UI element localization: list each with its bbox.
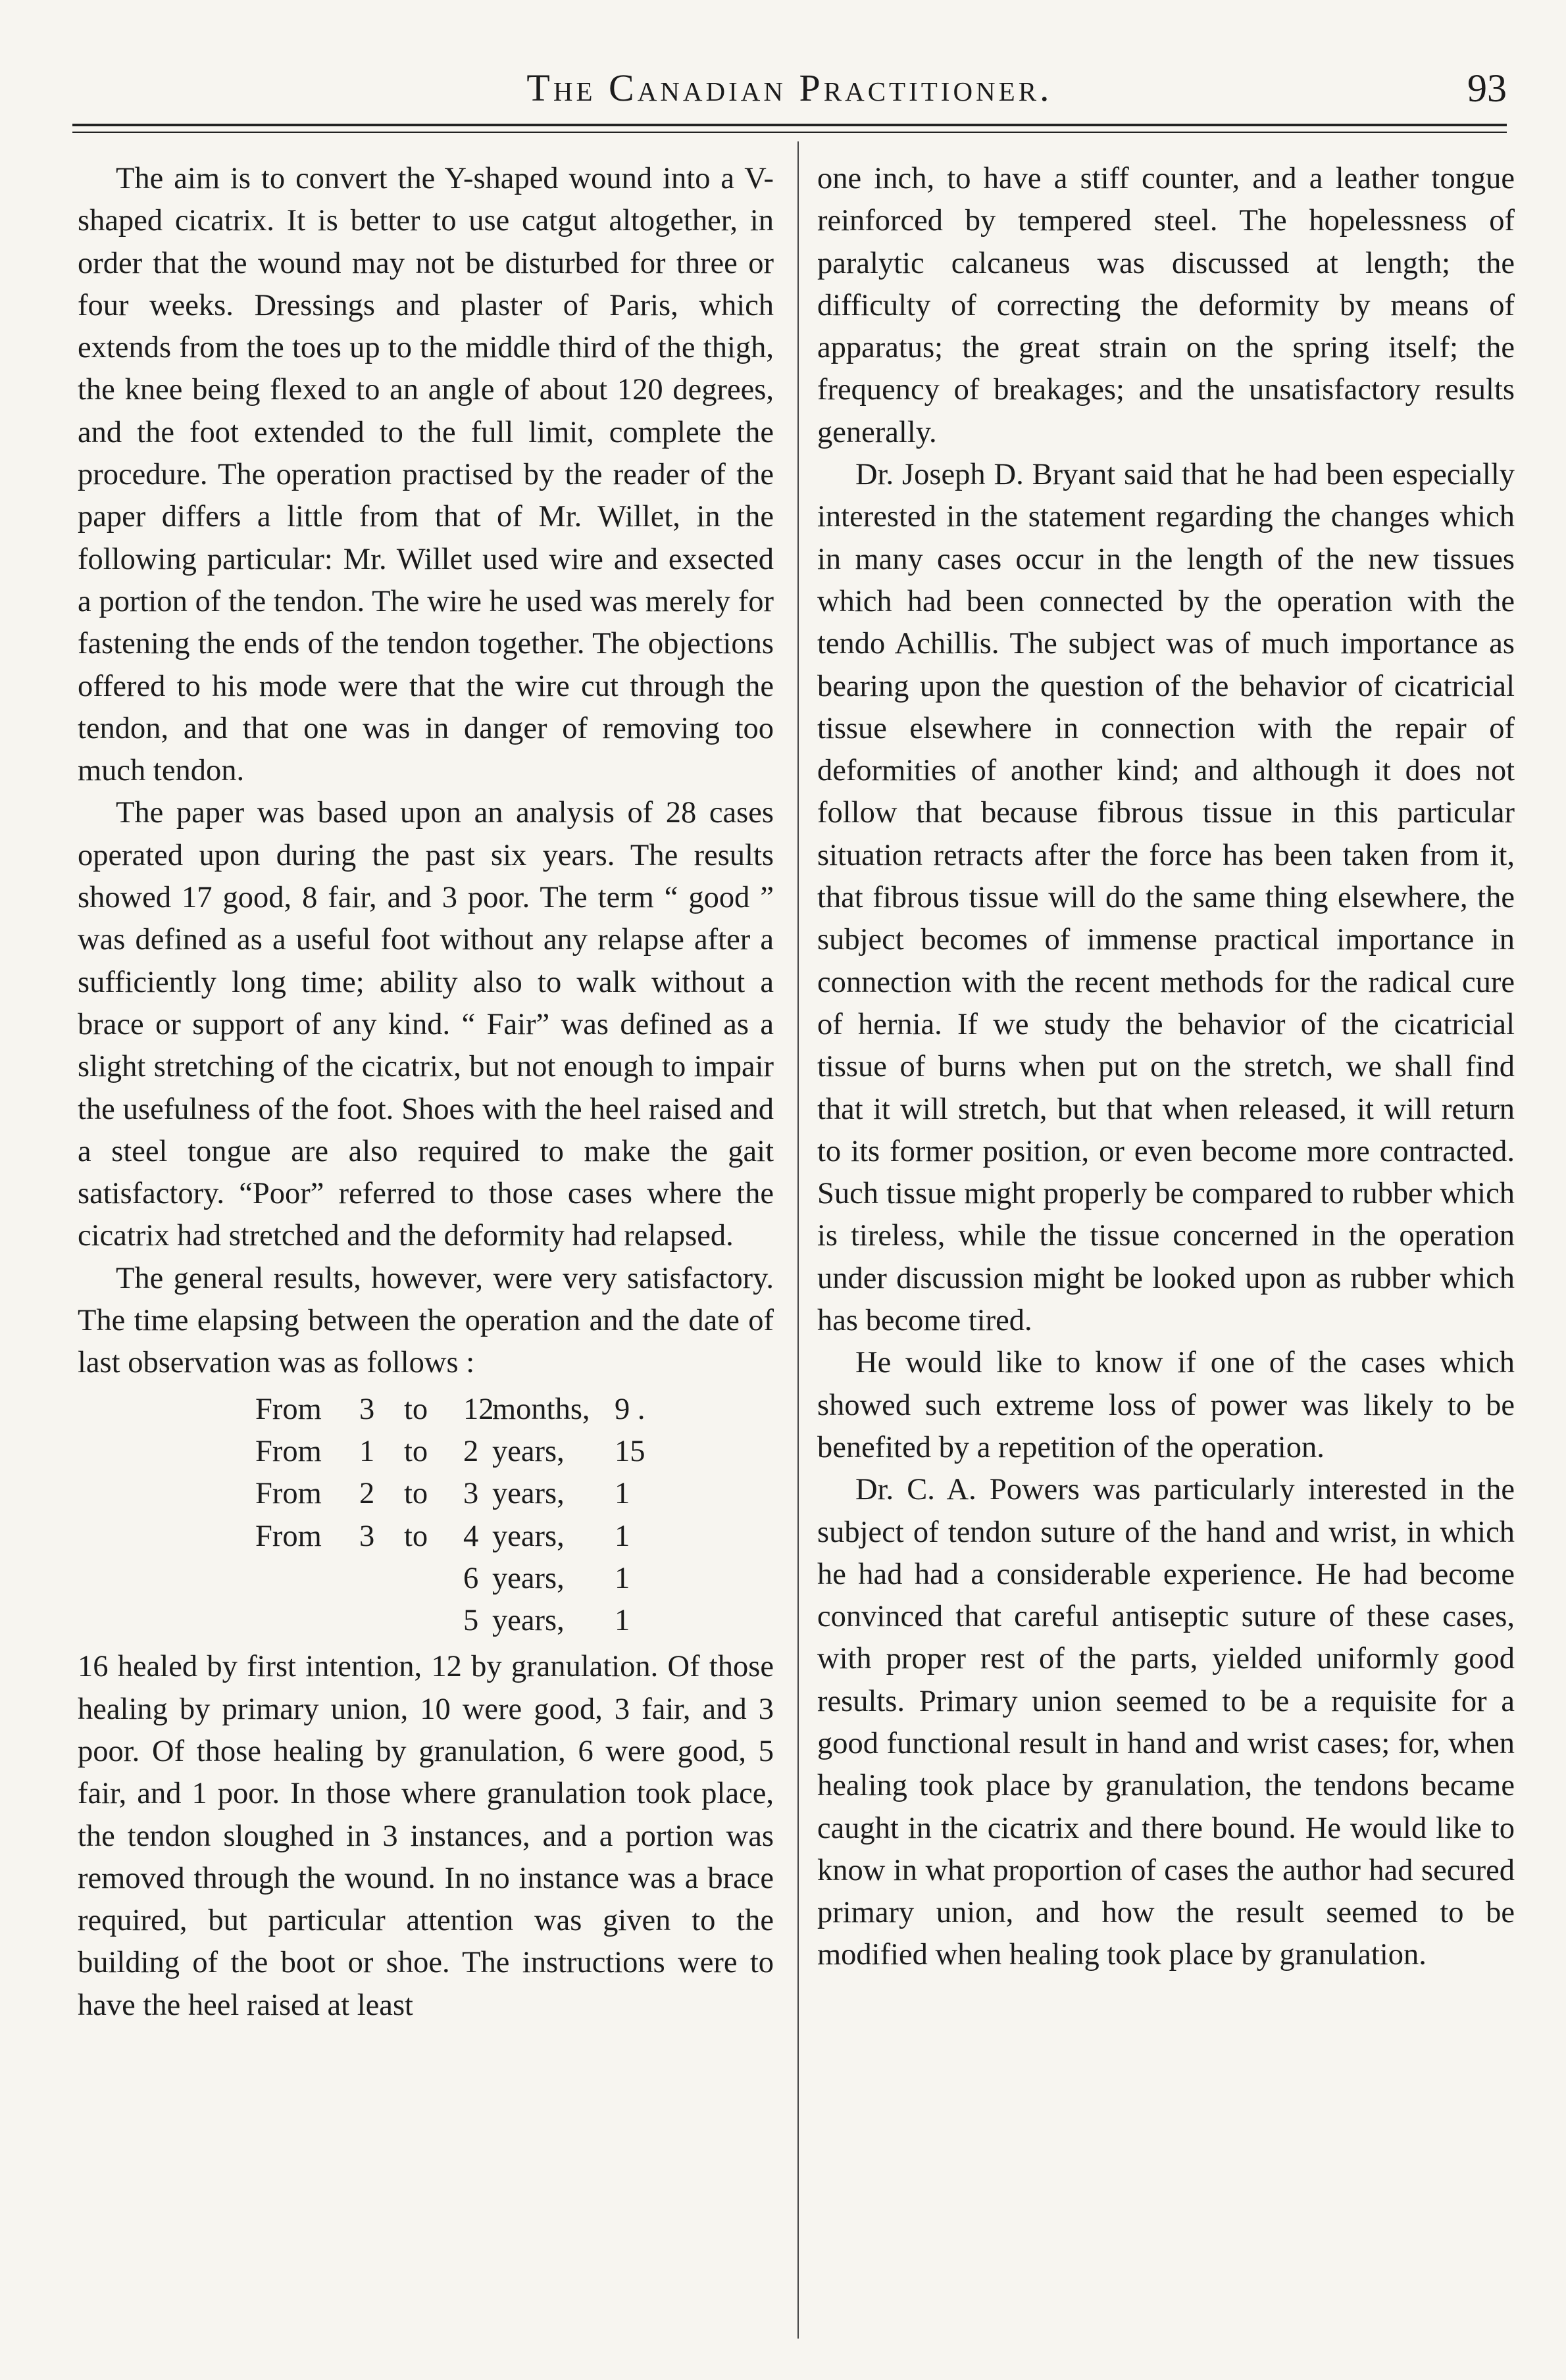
- header-rule-thick: [72, 124, 1507, 126]
- table-cell: years,: [492, 1604, 565, 1638]
- page-number: 93: [1467, 66, 1507, 110]
- table-cell: 4: [463, 1519, 479, 1553]
- table-cell: years,: [492, 1561, 565, 1595]
- left-column: [78, 158, 774, 2348]
- table-row: [78, 1473, 774, 1515]
- paragraph: The general results, however, were very satisfactory. The time elapsing between the operation and the date of last observation was as follows :: [78, 1261, 774, 1380]
- column-divider: [797, 141, 799, 2339]
- table-row: [78, 1558, 774, 1600]
- table-cell: to: [404, 1434, 428, 1468]
- right-column: [817, 158, 1515, 2348]
- paragraph: The aim is to convert the Y-shaped wound into a V-shaped cicatrix. It is better to use catgut altogether, in order that the wound may not be disturbed for three or four weeks. Dressings and plaster of Paris, which extends from the toes up to the middle third of the thigh, the knee being flexed to an angle of about 120 degrees, and the foot extended to the full limit, complete the procedure. The operation practised by the reader of the paper differs a little from that of Mr. Willet, in the following particular: Mr. Willet used wire and exsected a portion of the tendon. The wire he used was merely for fastening the ends of the tendon together. The objections offered to his mode were that the wire cut through the tendon, and that one was in danger of removing too much tendon.: [78, 162, 774, 788]
- paragraph: Dr. C. A. Powers was particularly interested in the subject of tendon suture of the hand and wrist, in which he had had a considerable experience. He had become convinced that careful antiseptic suture of these cases, with proper rest of the parts, yielded uniformly good results. Primary union seemed to be a requisite for a good functional result in hand and wrist cases; for, when healing took place by granulation, the tendons became caught in the cicatrix and there bound. He would like to know in what proportion of cases the author had secured primary union, and how the result seemed to be modified when healing took place by granulation.: [817, 1473, 1515, 1972]
- table-cell: 3: [359, 1519, 375, 1553]
- table-row: [78, 1516, 774, 1558]
- table-cell: 2: [359, 1477, 375, 1511]
- table-cell: 2: [463, 1434, 479, 1468]
- paragraph: one inch, to have a stiff counter, and a leather tongue reinforced by tempered steel. The hopelessness of paralytic calcaneus was discussed at length; the difficulty of correcting the deformity by means of apparatus; the great strain on the spring itself; the frequency of breakages; and the unsatisfactory results generally.: [817, 162, 1515, 449]
- table-row: [78, 1389, 774, 1431]
- table-cell: years,: [492, 1519, 565, 1553]
- table-cell: to: [404, 1477, 428, 1511]
- table-cell: years,: [492, 1477, 565, 1511]
- table-cell: 15: [615, 1434, 645, 1468]
- table-row: [78, 1600, 774, 1642]
- table-cell: 1: [615, 1519, 630, 1553]
- table-cell: 3: [359, 1392, 375, 1426]
- table-cell: 12: [463, 1392, 494, 1426]
- page-header: [72, 61, 1507, 113]
- paragraph: The paper was based upon an analysis of 28 cases operated upon during the past six years. The results showed 17 good, 8 fair, and 3 poor. The term “ good ” was defined as a useful foot without any relapse after a sufficiently long time; ability also to walk without a brace or support of any kind. “ Fair” was defined as a slight stretching of the cicatrix, but not enough to impair the usefulness of the foot. Shoes with the heel raised and a steel tongue are also required to make the gait satisfactory. “Poor” referred to those cases where the cicatrix had stretched and the deformity had relapsed.: [78, 796, 774, 1253]
- table-cell: From: [255, 1434, 322, 1468]
- table-cell: 6: [463, 1561, 479, 1595]
- table-cell: 1: [359, 1434, 375, 1468]
- table-cell: 1: [615, 1561, 630, 1595]
- table-cell: 9 .: [615, 1392, 645, 1426]
- paragraph: 16 healed by first intention, 12 by granulation. Of those healing by primary union, 10 were good, 3 fair, and 3 poor. Of those healing by granulation, 6 were good, 5 fair, and 1 poor. In those where granulation took place, the tendon sloughed in 3 instances, and a portion was removed through the wound. In no instance was a brace required, but particular attention was given to the building of the boot or shoe. The instructions were to have the heel raised at least: [78, 1650, 774, 2022]
- table-cell: years,: [492, 1434, 565, 1468]
- table-cell: From: [255, 1392, 322, 1426]
- table-cell: to: [404, 1392, 428, 1426]
- table-row: [78, 1431, 774, 1473]
- table-cell: From: [255, 1519, 322, 1553]
- table-cell: 1: [615, 1477, 630, 1511]
- paragraph: Dr. Joseph D. Bryant said that he had been especially interested in the statement regarding the changes which in many cases occur in the length of the new tissues which had been connected by the operation with the tendo Achillis. The subject was of much importance as bearing upon the question of the behavior of cicatricial tissue elsewhere in connection with the repair of deformities of another kind; and although it does not follow that because fibrous tissue in this particular situation retracts after the force has been taken from it, that fibrous tissue will do the same thing elsewhere, the subject becomes of immense practical importance in connection with the recent methods for the radical cure of hernia. If we study the behavior of the cicatricial tissue of burns when put on the stretch, we shall find that it will stretch, but that when released, it will return to its former position, or even become more contracted. Such tissue might properly be compared to rubber which is tireless, while the tissue concerned in the operation under discussion might be looked upon as rubber which has become tired.: [817, 458, 1515, 1338]
- table-cell: to: [404, 1519, 428, 1553]
- table-cell: From: [255, 1477, 322, 1511]
- table-cell: 1: [615, 1604, 630, 1638]
- table-cell: months,: [492, 1392, 590, 1426]
- paragraph: He would like to know if one of the cases which showed such extreme loss of power was likely to be benefited by a repetition of the operation.: [817, 1346, 1515, 1464]
- table-cell: 3: [463, 1477, 479, 1511]
- follow-up-table: [78, 1389, 774, 1643]
- table-cell: 5: [463, 1604, 479, 1638]
- header-rule-thin: [72, 132, 1507, 133]
- running-title: The Canadian Practitioner.: [526, 66, 1053, 109]
